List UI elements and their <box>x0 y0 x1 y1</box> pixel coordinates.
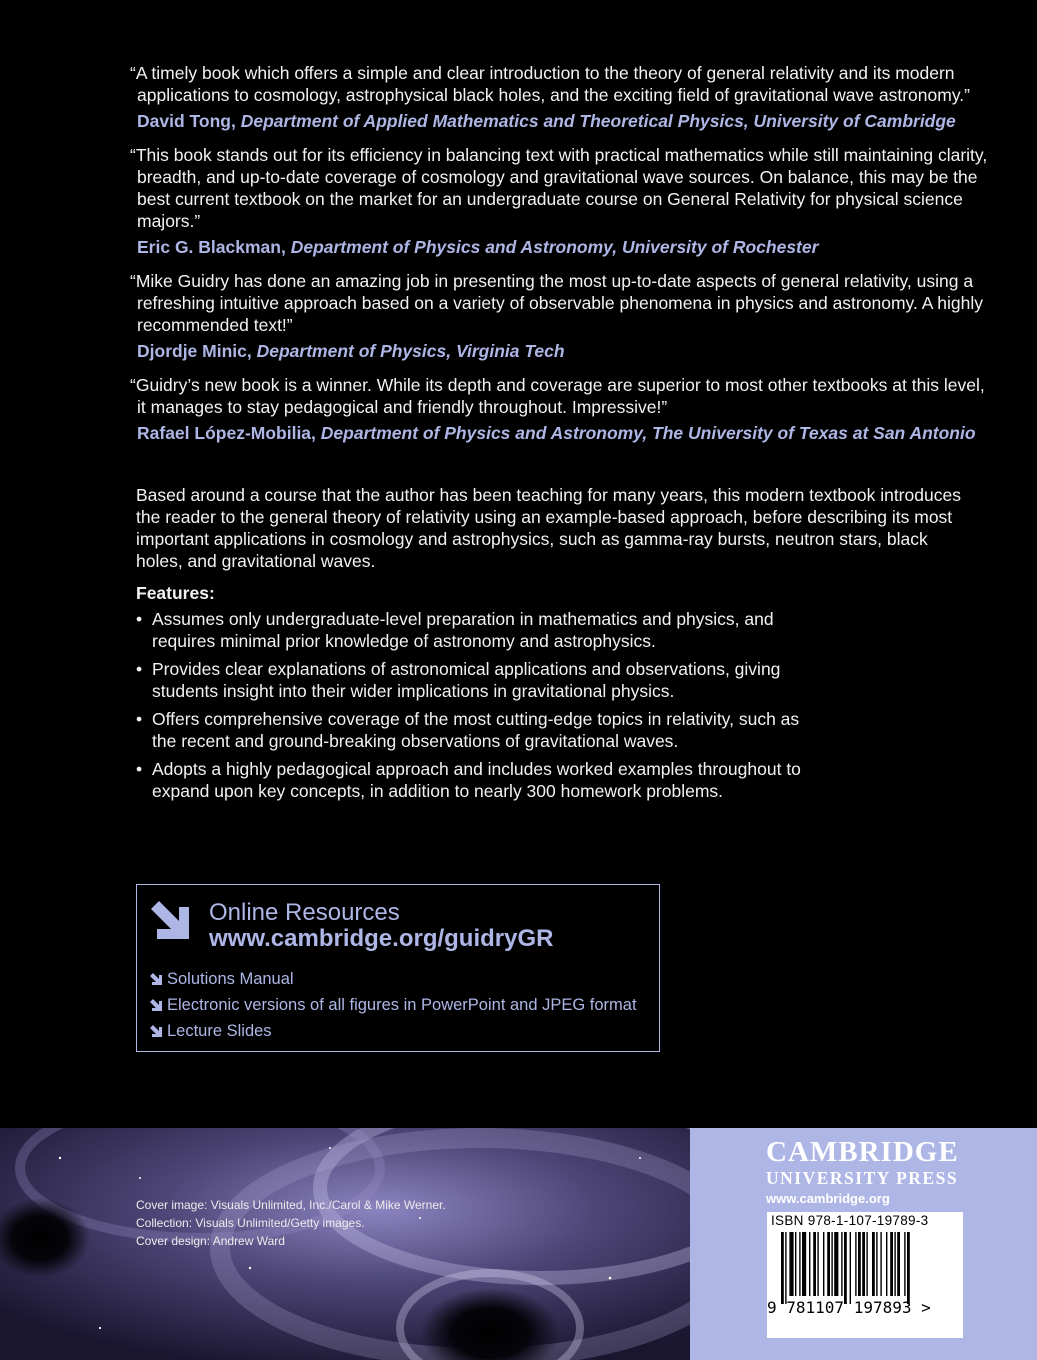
bullet: • <box>136 659 143 679</box>
credit-line: Collection: Visuals Unlimited/Getty images. <box>136 1216 365 1230</box>
quote-attribution <box>130 422 990 444</box>
barcode-bar <box>880 1232 881 1296</box>
resource-item <box>149 996 637 1015</box>
barcode <box>767 1230 963 1338</box>
online-resources-title: Online Resources <box>209 899 400 926</box>
credit-line: Cover design: Andrew Ward <box>136 1234 285 1248</box>
barcode-bar <box>876 1232 877 1296</box>
feature-item <box>136 758 816 802</box>
resource-label: Solutions Manual <box>167 970 294 988</box>
reviewer-affiliation: Department of Physics and Astronomy, University of Rochester <box>290 237 819 257</box>
reviewer-affiliation: Department of Physics and Astronomy, The University of Texas at San Antonio <box>320 423 976 443</box>
publisher-press: UNIVERSITY PRESS <box>766 1168 959 1188</box>
barcode-bar <box>799 1232 800 1296</box>
cover-credits <box>136 1196 446 1250</box>
online-resources-box <box>136 884 660 1052</box>
barcode-bar <box>866 1232 867 1296</box>
barcode-bar <box>844 1232 847 1304</box>
barcode-bar <box>785 1232 786 1304</box>
quote-attribution <box>130 236 990 258</box>
barcode-bar <box>850 1232 851 1304</box>
reviewer-affiliation: Department of Physics, Virginia Tech <box>256 341 565 361</box>
feature-item <box>136 608 816 652</box>
barcode-bar <box>781 1232 784 1304</box>
arrow-down-right-icon <box>149 1024 163 1038</box>
feature-text: Assumes only undergraduate-level preparation in mathematics and physics, and requires minimal prior knowledge of astronomy and astrophysics. <box>152 609 774 651</box>
resource-label: Electronic versions of all figures in PowerPoint and JPEG format <box>167 996 637 1014</box>
features-list <box>136 608 816 808</box>
reviewer-affiliation: Department of Applied Mathematics and Theoretical Physics, University of Cambridge <box>240 111 956 131</box>
bullet: • <box>136 609 143 629</box>
barcode-bar <box>907 1232 910 1304</box>
arrow-down-right-icon <box>147 897 193 943</box>
quote-attribution <box>130 340 990 362</box>
isbn-label: ISBN 978-1-107-19789-3 <box>771 1213 929 1228</box>
barcode-bar <box>872 1232 875 1296</box>
barcode-bar <box>817 1232 818 1296</box>
bullet: • <box>136 759 143 779</box>
barcode-bar <box>789 1232 793 1296</box>
barcode-bar <box>890 1232 893 1296</box>
barcode-bar <box>855 1232 856 1296</box>
barcode-area <box>767 1212 963 1338</box>
barcode-bar <box>823 1232 824 1296</box>
reviewer-name: Djordje Minic, <box>137 341 252 361</box>
credit-line: Cover image: Visuals Unlimited, Inc./Carol & Mike Werner. <box>136 1198 446 1212</box>
barcode-bar <box>904 1232 905 1296</box>
quote-text: “Guidry’s new book is a winner. While its depth and coverage are superior to most other textbooks at this level, it manages to stay pedagogical and friendly throughout. Impressive!” <box>130 375 985 417</box>
online-resources-url[interactable]: www.cambridge.org/guidryGR <box>209 925 554 952</box>
arrow-down-right-icon <box>149 998 163 1012</box>
quote-text: “This book stands out for its efficiency in balancing text with practical mathematics while still maintaining clarity, breadth, and up-to-date coverage of cosmology and gravitational wave sources. On balance, this may be the best current textbook on the market for an undergraduate course on General Relativity for physical science majors.” <box>130 145 988 231</box>
review-quote-3 <box>130 270 990 362</box>
barcode-bar <box>886 1232 887 1296</box>
barcode-bar <box>858 1232 861 1296</box>
quote-text: “Mike Guidry has done an amazing job in presenting the most up-to-date aspects of general relativity, using a refreshing intuitive approach based on a variety of observable phenomena in physics and astronomy. A highly recommended text!” <box>130 271 984 335</box>
feature-item <box>136 658 816 702</box>
feature-text: Adopts a highly pedagogical approach and includes worked examples throughout to expand upon key concepts, in addition to nearly 300 homework problems. <box>152 759 801 801</box>
features-heading: Features: <box>136 583 215 603</box>
barcode-bar <box>809 1232 810 1296</box>
reviewer-name: Rafael López-Mobilia, <box>137 423 316 443</box>
barcode-bar <box>897 1232 900 1296</box>
reviewer-name: Eric G. Blackman, <box>137 237 286 257</box>
ean-digits: 9 781107 197893 > <box>767 1298 931 1317</box>
review-quote-2 <box>130 144 990 258</box>
barcode-bar <box>862 1232 865 1296</box>
publisher-url[interactable]: www.cambridge.org <box>766 1191 890 1206</box>
review-quote-4 <box>130 374 990 444</box>
barcode-bar <box>894 1232 895 1296</box>
resource-item <box>149 970 294 989</box>
feature-text: Offers comprehensive coverage of the most cutting-edge topics in relativity, such as the recent and ground-breaking observations of gravitational waves. <box>152 709 800 751</box>
barcode-bar <box>802 1232 806 1296</box>
quote-attribution <box>130 110 990 132</box>
reviewer-name: David Tong, <box>137 111 236 131</box>
book-description: Based around a course that the author has been teaching for many years, this modern textbook introduces the reader to the general theory of relativity using an example-based approach, before describing its most important applications in cosmology and astrophysics, such as gamma-ray bursts, neutron stars, black holes, and gravitational waves. <box>136 485 961 571</box>
feature-text: Provides clear explanations of astronomical applications and observations, giving students insight into their wider implications in gravitational physics. <box>152 659 781 701</box>
barcode-bar <box>834 1232 838 1296</box>
barcode-bar <box>827 1232 830 1296</box>
bullet: • <box>136 709 143 729</box>
review-quote-1 <box>130 62 990 132</box>
barcode-bar <box>841 1232 842 1296</box>
resource-label: Lecture Slides <box>167 1022 272 1040</box>
publisher-panel <box>690 1128 1037 1360</box>
arrow-down-right-icon <box>149 972 163 986</box>
publisher-name: CAMBRIDGE <box>766 1136 959 1168</box>
barcode-bar <box>813 1232 816 1296</box>
feature-item <box>136 708 816 752</box>
barcode-bar <box>795 1232 796 1296</box>
quote-text: “A timely book which offers a simple and clear introduction to the theory of general relativity and its modern applications to cosmology, astrophysical black holes, and the exciting field of gravitational wave astronomy.” <box>130 63 970 105</box>
barcode-bar <box>831 1232 832 1296</box>
resource-item <box>149 1022 272 1041</box>
